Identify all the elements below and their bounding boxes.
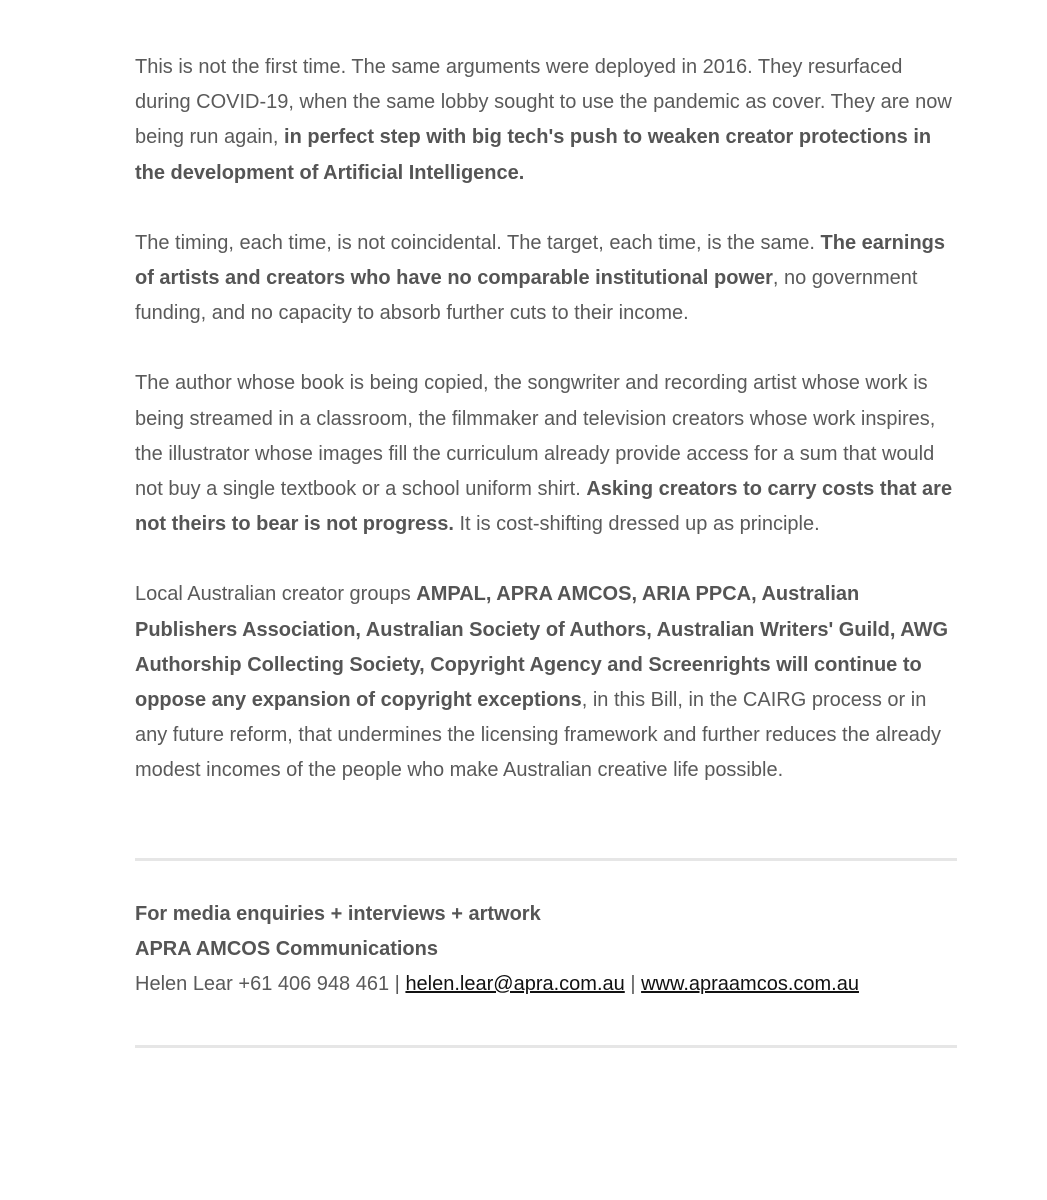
paragraph-creators <box>135 366 957 542</box>
contact-line <box>135 967 957 1002</box>
separator: | <box>394 973 400 996</box>
paragraph-text: Local Australian creator groups <box>135 583 417 606</box>
separator: | <box>630 973 636 996</box>
paragraph-timing <box>135 226 957 332</box>
paragraph-bold-text: in perfect step with big tech's push to weaken creator protections in the development of Artificial Intelligence. <box>135 126 932 184</box>
paragraph-text: This is not the first time. The same arguments were deployed in 2016. They resurfaced during COVID-19, when the same lobby sought to use the pandemic as cover. They are now being run again, <box>135 56 952 149</box>
section-divider <box>135 1045 957 1048</box>
media-contact-block <box>135 861 957 1046</box>
email-link[interactable]: helen.lear@apra.com.au <box>405 973 625 996</box>
paragraph-bold-text: Asking creators to carry costs that are not theirs to bear is not progress. <box>135 478 953 536</box>
paragraph-text: , no government funding, and no capacity to absorb further cuts to their income. <box>135 267 918 325</box>
media-enquiries-heading: For media enquiries + interviews + artwork <box>135 902 541 925</box>
website-link[interactable]: www.apraamcos.com.au <box>641 973 859 996</box>
paragraph-history <box>135 50 957 191</box>
paragraph-bold-text: The earnings of artists and creators who have no comparable institutional power <box>135 231 946 290</box>
organisation-name: APRA AMCOS Communications <box>135 937 438 960</box>
paragraph-text: It is cost-shifting dressed up as principle. <box>453 513 820 536</box>
paragraph-text: The timing, each time, is not coincidental. The target, each time, is the same. <box>135 231 821 254</box>
paragraph-text: , in this Bill, in the CAIRG process or in any future reform, that undermines the licensing framework and further reduces the already modest incomes of the people who make Australian creative life possible. <box>135 689 941 782</box>
paragraph-text: The author whose book is being copied, the songwriter and recording artist whose work is being streamed in a classroom, the filmmaker and television creators whose work inspires, the illustrator whose images fill the curriculum already provide access for a sum that would not buy a single textbook or a school uniform shirt. <box>135 372 936 501</box>
paragraph-creator-groups <box>135 577 957 788</box>
email-body <box>135 50 957 1048</box>
paragraph-bold-text: AMPAL, APRA AMCOS, ARIA PPCA, Australian Publishers Association, Australian Society of Authors, Australian Writers' Guild, AWG Authorship Collecting Society, Copyright Agency and Screenrights will continue to oppose any expansion of copyright exceptions <box>135 583 949 712</box>
contact-person: Helen Lear +61 406 948 461 <box>135 973 390 996</box>
